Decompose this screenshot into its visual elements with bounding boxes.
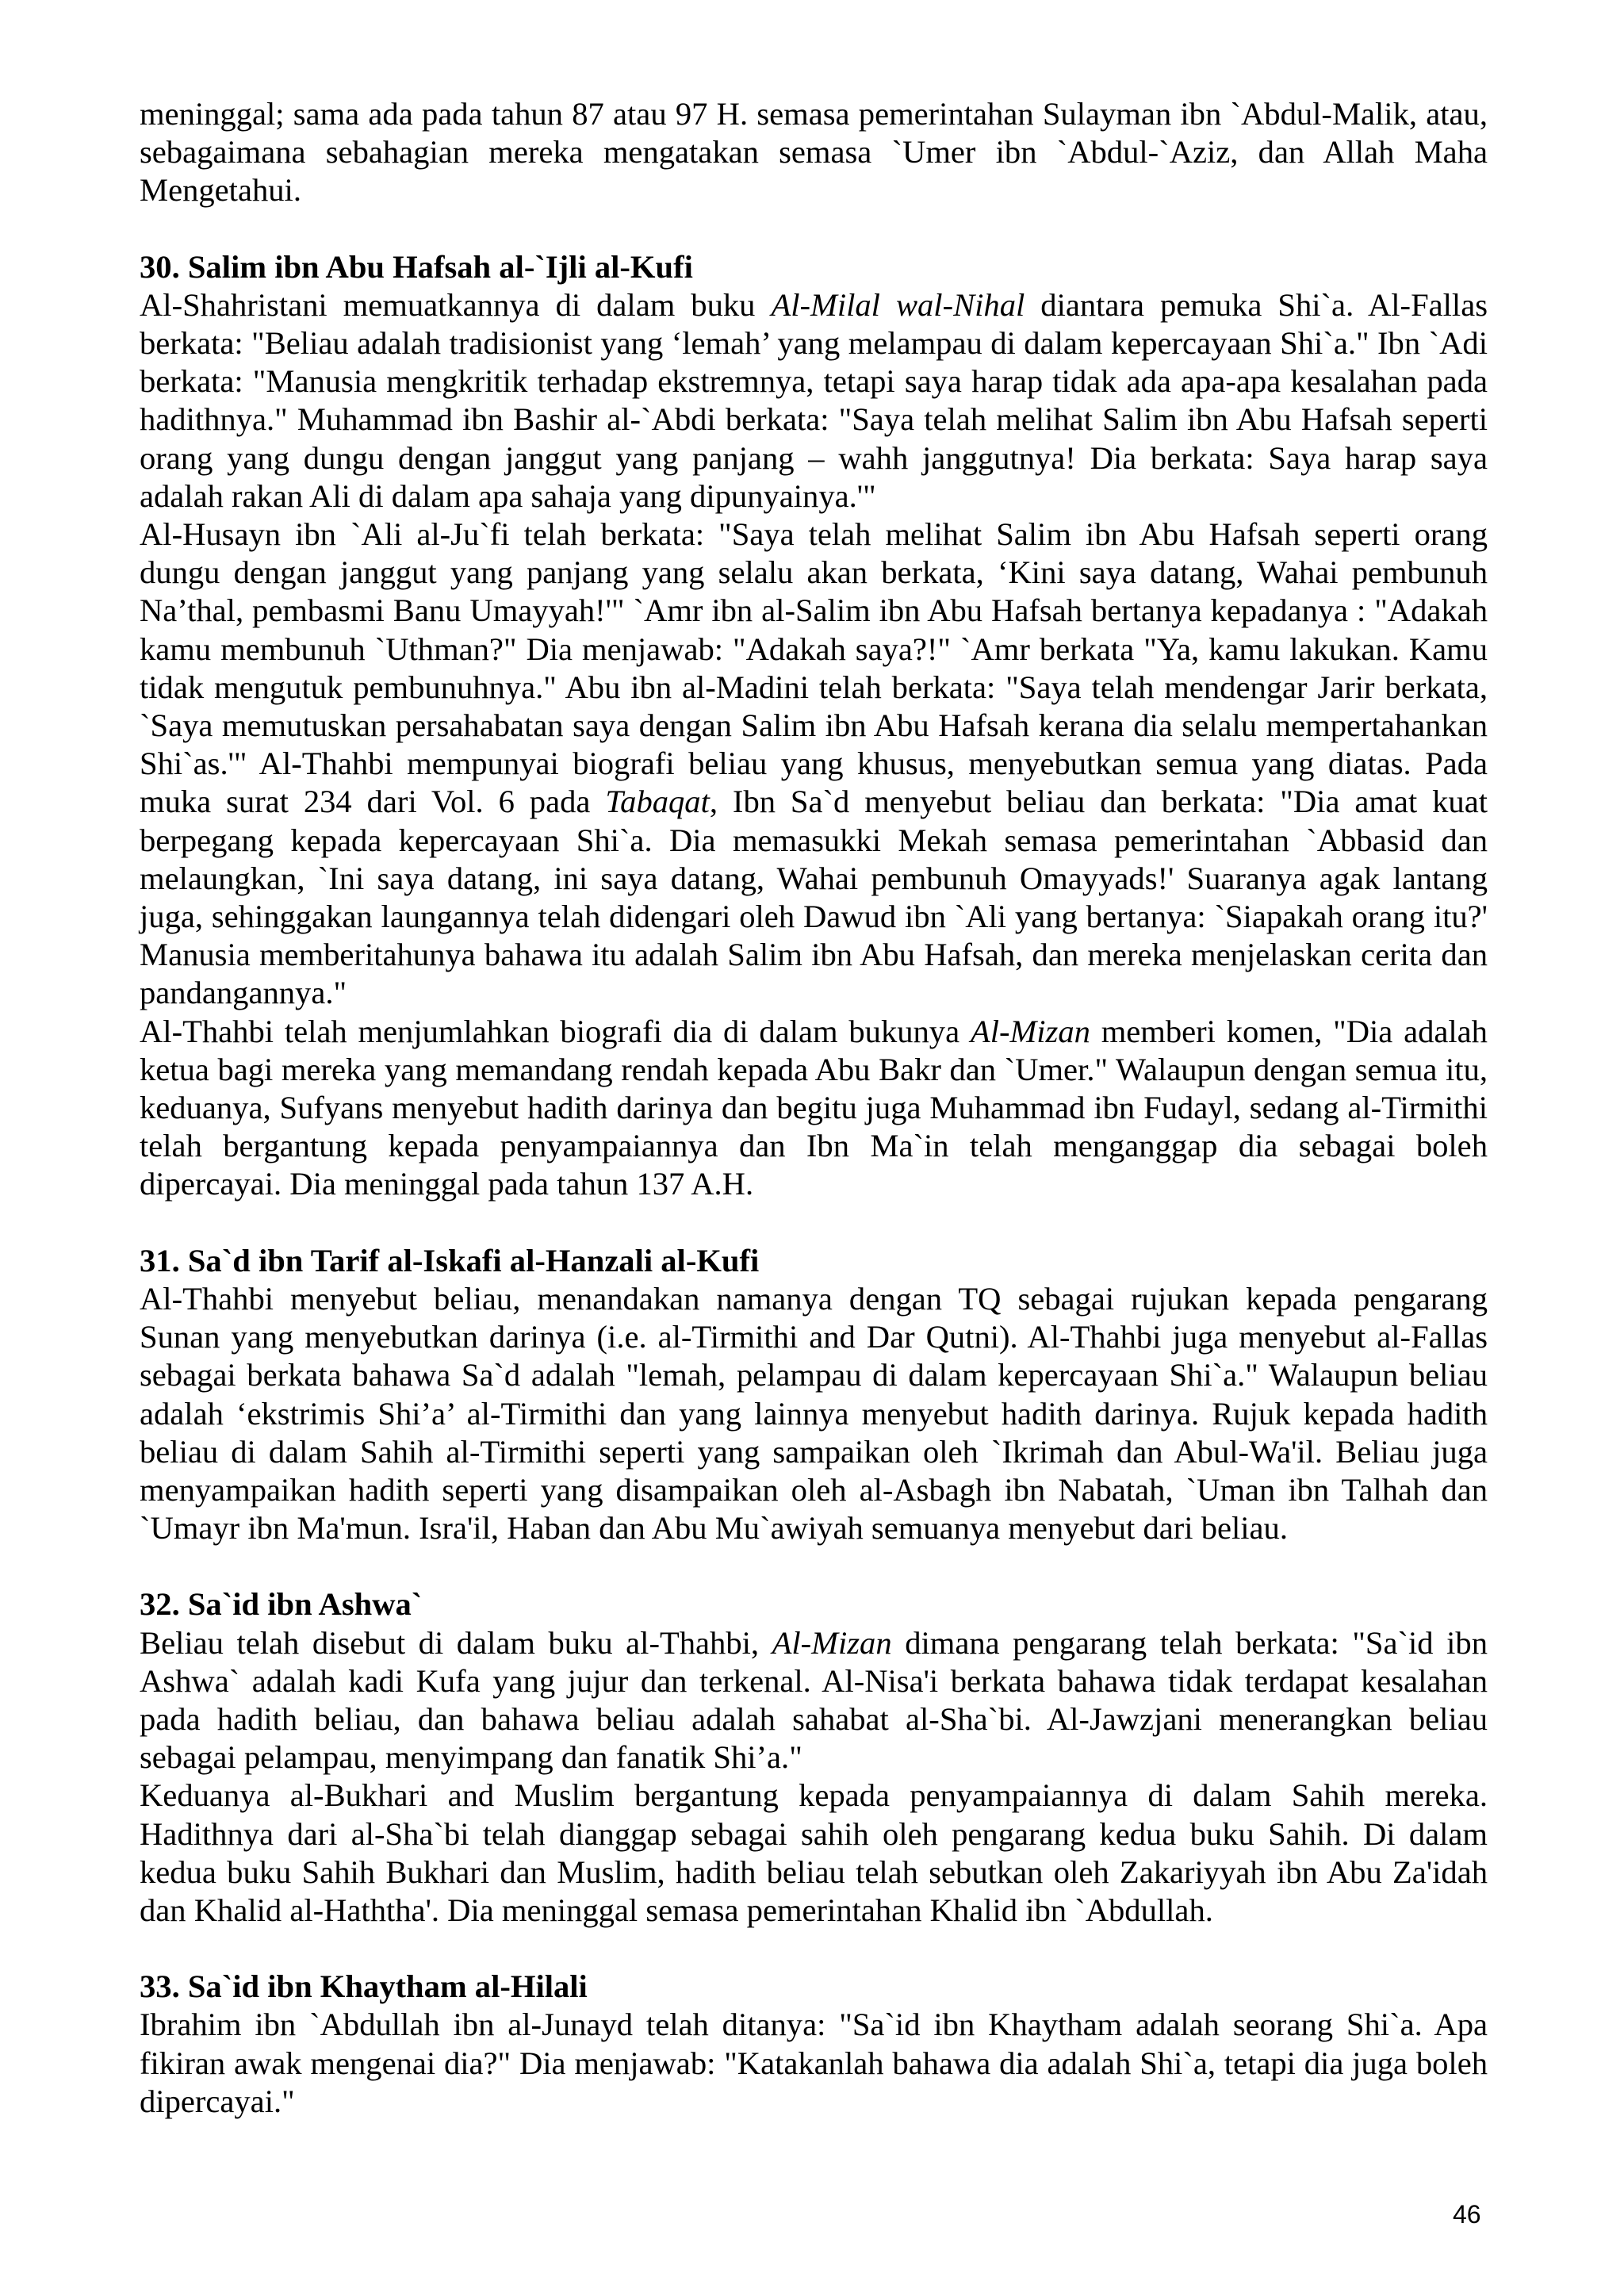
page-number: 46 (1453, 2200, 1481, 2229)
intro-paragraph: meninggal; sama ada pada tahun 87 atau 97 H. semasa pemerintahan Sulayman ibn `Abdul-Malik, atau, sebagaimana sebahagian mereka mengatakan semasa `Umer ibn `Abdul-`Aziz, dan Allah Maha Mengetahui. (140, 96, 1488, 209)
text-span: Al-Husayn ibn `Ali al-Ju`fi telah berkata: "Saya telah melihat Salim ibn Abu Hafsah seperti orang dungu dengan janggut yang panjang yang selalu akan berkata, ‘Kini saya datang, Wahai pembunuh Na’thal, pembasmi Banu Umayyah!'" `Amr ibn al-Salim ibn Abu Hafsah bertanya kepadanya : "Adakah kamu membunuh `Uthman?" Dia menjawab: "Adakah saya?!" `Amr berkata "Ya, kamu lakukan. Kamu tidak mengutuk pembunuhnya." Abu ibn al-Madini telah berkata: "Saya telah mendengar Jarir berkata, `Saya memutuskan persahabatan saya dengan Salim ibn Abu Hafsah kerana dia selalu mempertahankan Shi`as.'" Al-Thahbi mempunyai biografi beliau yang khusus, menyebutkan semua yang diatas. Pada muka surat 234 dari Vol. 6 pada (140, 516, 1488, 820)
text-span: Al-Thahbi telah menjumlahkan biografi dia di dalam bukunya (140, 1013, 971, 1049)
entry-paragraph (140, 286, 1488, 516)
book-title: Al-Mizan (970, 1013, 1090, 1049)
entry-paragraph: Al-Thahbi menyebut beliau, menandakan namanya dengan TQ sebagai rujukan kepada pengarang Sunan yang menyebutkan darinya (i.e. al-Tirmithi and Dar Qutni). Al-Thahbi juga menyebut al-Fallas sebagai berkata bahawa Sa`d adalah "lemah, pelampau di dalam kepercayaan Shi`a." Walaupun beliau adalah ‘ekstrimis Shi’a’ al-Tirmithi dan yang lainnya menyebut hadith darinya. Rujuk kepada hadith beliau di dalam Sahih al-Tirmithi seperti yang sampaikan oleh `Ikrimah dan Abul-Wa'il. Beliau juga menyampaikan hadith seperti yang disampaikan oleh al-Asbagh ibn Nabatah, `Uman ibn Talhah dan `Umayr ibn Ma'mun. Isra'il, Haban dan Abu Mu`awiyah semuanya menyebut dari beliau. (140, 1280, 1488, 1547)
text-span: diantara pemuka Shi`a. Al-Fallas berkata: "Beliau adalah tradisionist yang ‘lemah’ yang melampau di dalam kepercayaan Shi`a." Ibn `Adi berkata: "Manusia mengkritik terhadap ekstremnya, tetapi saya harap tidak ada apa-apa kesalahan pada hadithnya." Muhammad ibn Bashir al-`Abdi berkata: "Saya telah melihat Salim ibn Abu Hafsah seperti orang yang dungu dengan janggut yang panjang – wahh janggutnya! Dia berkata: Saya harap saya adalah rakan Ali di dalam apa sahaja yang dipunyainya.'" (140, 286, 1488, 514)
entry-paragraph (140, 516, 1488, 1013)
entry-heading: 31. Sa`d ibn Tarif al-Iskafi al-Hanzali al-Kufi (140, 1242, 760, 1278)
book-title: Al-Mizan (772, 1624, 892, 1661)
page-content (140, 95, 1488, 2121)
entry-heading: 33. Sa`id ibn Khaytham al-Hilali (140, 1968, 588, 2005)
entry-31 (140, 1242, 1488, 1548)
entry-heading: 32. Sa`id ibn Ashwa` (140, 1586, 423, 1623)
text-span: memberi komen, "Dia adalah ketua bagi mereka yang memandang rendah kepada Abu Bakr dan `Umer." Walaupun dengan semua itu, keduanya, Sufyans menyebut hadith darinya dan begitu juga Muhammad ibn Fudayl, sedang al-Tirmithi telah bergantung kepada penyampaiannya dan Ibn Ma`in telah menganggap dia sebagai boleh dipercayai. Dia meninggal pada tahun 137 A.H. (140, 1013, 1488, 1202)
entry-30 (140, 248, 1488, 1204)
book-title: Tabaqat (605, 784, 710, 820)
entry-heading: 30. Salim ibn Abu Hafsah al-`Ijli al-Kufi (140, 248, 693, 285)
book-title: Al-Milal wal-Nihal (771, 286, 1025, 323)
text-span: , Ibn Sa`d menyebut beliau dan berkata: "Dia amat kuat berpegang kepada kepercayaan Shi`a. Dia memasukki Mekah semasa pemerintahan `Abbasid dan melaungkan, `Ini saya datang, ini saya datang, Wahai pembunuh Omayyads!' Suaranya agak lantang juga, sehinggakan laungannya telah didengari oleh Dawud ibn `Ali yang bertanya: `Siapakah orang itu?' Manusia memberitahunya bahawa itu adalah Salim ibn Abu Hafsah, dan mereka menjelaskan cerita dan pandangannya." (140, 784, 1488, 1011)
text-span: Beliau telah disebut di dalam buku al-Thahbi, (140, 1624, 772, 1661)
entry-paragraph (140, 1624, 1488, 1777)
text-span: Al-Shahristani memuatkannya di dalam buku (140, 286, 772, 323)
entry-paragraph: Ibrahim ibn `Abdullah ibn al-Junayd telah ditanya: "Sa`id ibn Khaytham adalah seorang Shi`a. Apa fikiran awak mengenai dia?" Dia menjawab: "Katakanlah bahawa dia adalah Shi`a, tetapi dia juga boleh dipercayai." (140, 2007, 1488, 2119)
entry-paragraph: Keduanya al-Bukhari and Muslim bergantung kepada penyampaiannya di dalam Sahih mereka. Hadithnya dari al-Sha`bi telah dianggap sebagai sahih oleh pengarang kedua buku Sahih. Di dalam kedua buku Sahih Bukhari dan Muslim, hadith beliau telah sebutkan oleh Zakariyyah ibn Abu Za'idah dan Khalid al-Haththa'. Dia meninggal semasa pemerintahan Khalid ibn `Abdullah. (140, 1777, 1488, 1928)
entry-32 (140, 1585, 1488, 1930)
entry-paragraph (140, 1013, 1488, 1204)
entry-33 (140, 1968, 1488, 2121)
text-span: dimana pengarang telah berkata: "Sa`id ibn Ashwa` adalah kadi Kufa yang jujur dan terkenal. Al-Nisa'i berkata bahawa tidak terdapat kesalahan pada hadith beliau, dan bahawa beliau adalah sahabat al-Sha`bi. Al-Jawzjani menerangkan beliau sebagai pelampau, menyimpang dan fanatik Shi’a." (140, 1624, 1488, 1776)
